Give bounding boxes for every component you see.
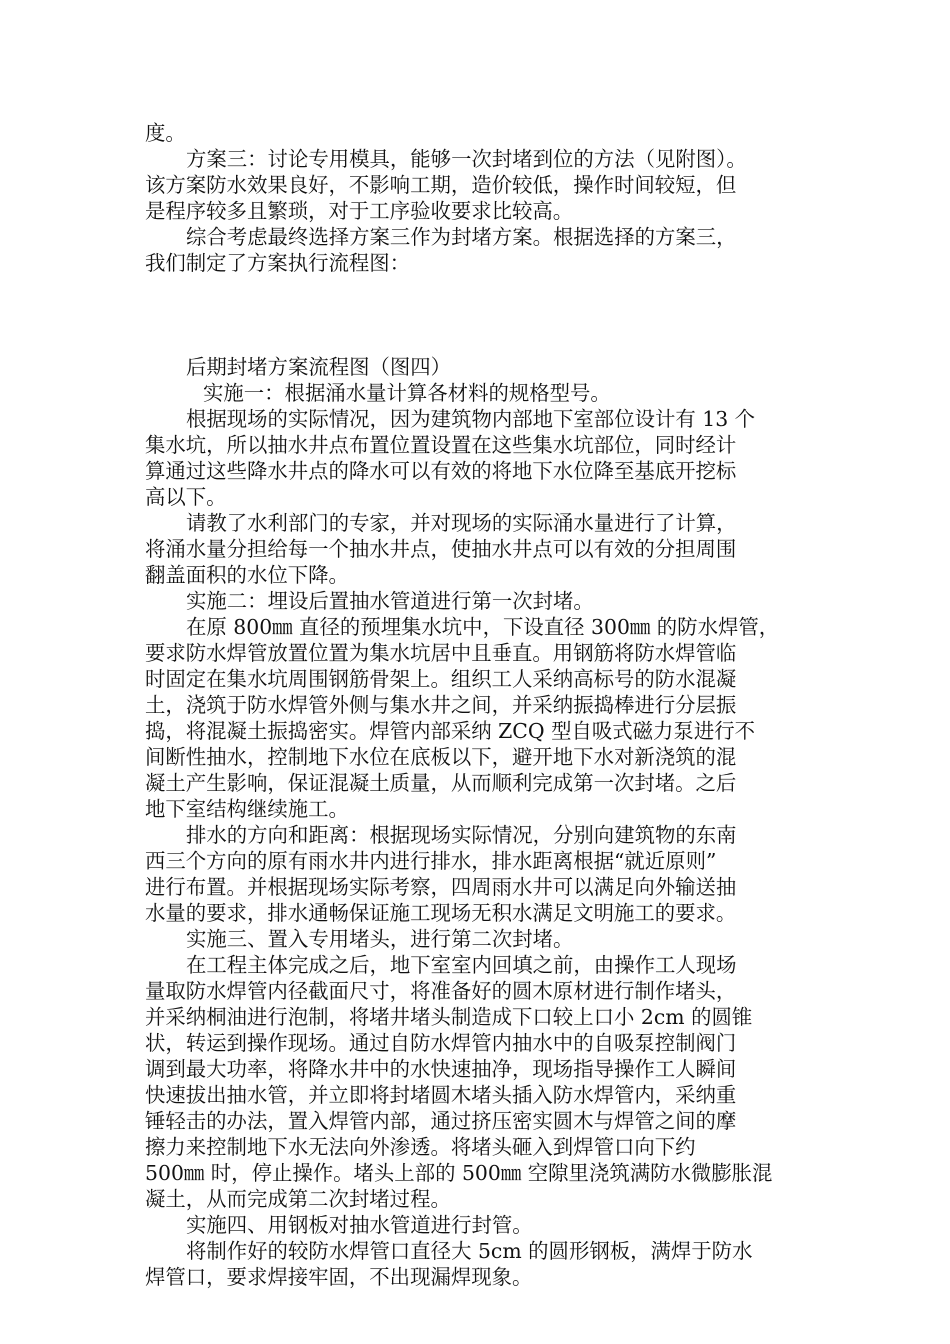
paragraph-implementation-one-site: 根据现场的实际情况，因为建筑物内部地下室部位设计有 13 个 集水坑，所以抽水井点布置位置设置在这些集水坑部位，同时经计 算通过这些降水井点的降水可以有效的将地下水位降至基底开挖标 高以下。 bbox=[145, 407, 756, 509]
section-heading-implementation-three: 实施三、置入专用堵头，进行第二次封堵。 bbox=[186, 927, 574, 951]
section-heading-implementation-two: 实施二：埋设后置抽水管道进行第一次封堵。 bbox=[186, 589, 594, 613]
paragraph-implementation-three: 在工程主体完成之后，地下室室内回填之前，由操作工人现场 量取防水焊管内径截面尺寸，将准备好的圆木原材进行制作堵头， 并采纳桐油进行泡制，将堵井堵头制造成下口较上口小 2cm 的圆锥 状，转运到操作现场。通过自防水焊管内抽水中的自吸泵控制阀门 调到最大功率，将降水井中的水快速抽净，现场指导操作工人瞬间 快速拔出抽水管，并立即将封堵圆木堵头插入防水焊管内，采纳重 锤轻击的办法，置入焊管内部，通过挤压密实圆木与焊管之间的摩 擦力来控制地下水无法向外渗透。将堵头砸入到焊管口向下约 500㎜ 时，停止操作。堵头上部的 500㎜ 空隙里浇筑满防水微膨胀混 凝土，从而完成第二次封堵过程。 bbox=[145, 953, 773, 1211]
paragraph-drainage: 排水的方向和距离：根据现场实际情况，分别向建筑物的东南 西三个方向的原有雨水井内进行排水，排水距离根据“就近原则” 进行布置。并根据现场实际考察，四周雨水井可以满足向外输送抽 水量的要求，排水通畅保证施工现场无积水满足文明施工的要求。 bbox=[145, 823, 737, 925]
paragraph-implementation-one-experts: 请教了水利部门的专家，并对现场的实际涌水量进行了计算， 将涌水量分担给每一个抽水井点，使抽水井点可以有效的分担周围 翻盖面积的水位下降。 bbox=[145, 511, 737, 587]
paragraph-implementation-four: 将制作好的较防水焊管口直径大 5cm 的圆形钢板，满焊于防水 焊管口，要求焊接牢固，不出现漏焊现象。 bbox=[145, 1239, 753, 1289]
paragraph-continuation: 度。 bbox=[145, 121, 186, 145]
paragraph-plan-three: 方案三：讨论专用模具，能够一次封堵到位的方法（见附图）。 该方案防水效果良好，不影响工期，造价较低，操作时间较短，但 是程序较多且繁琐，对于工序验收要求比较高。 bbox=[145, 147, 747, 223]
paragraph-implementation-two: 在原 800㎜ 直径的预埋集水坑中，下设直径 300㎜ 的防水焊管， 要求防水焊管放置位置为集水坑居中且垂直。用钢筋将防水焊管临 时固定在集水坑周围钢筋骨架上。组织工人采纳高标号的防水混凝 土，浇筑于防水焊管外侧与集水井之间，并采纳振捣棒进行分层振 捣，将混凝土振捣密实。焊管内部采纳 ZCQ 型自吸式磁力泵进行不 间断性抽水，控制地下水位在底板以下，避开地下水对新浇筑的混 凝土产生影响，保证混凝土质量，从而顺利完成第一次封堵。之后 地下室结构继续施工。 bbox=[145, 615, 780, 821]
section-heading-implementation-one: 实施一：根据涌水量计算各材料的规格型号。 bbox=[203, 381, 611, 405]
section-heading-implementation-four: 实施四、用钢板对抽水管道进行封管。 bbox=[186, 1213, 533, 1237]
flowchart-placeholder bbox=[145, 276, 810, 354]
figure-caption: 后期封堵方案流程图（图四） bbox=[186, 355, 452, 379]
document-body bbox=[145, 120, 810, 1290]
paragraph-conclusion: 综合考虑最终选择方案三作为封堵方案。根据选择的方案三， 我们制定了方案执行流程图： bbox=[145, 225, 737, 275]
